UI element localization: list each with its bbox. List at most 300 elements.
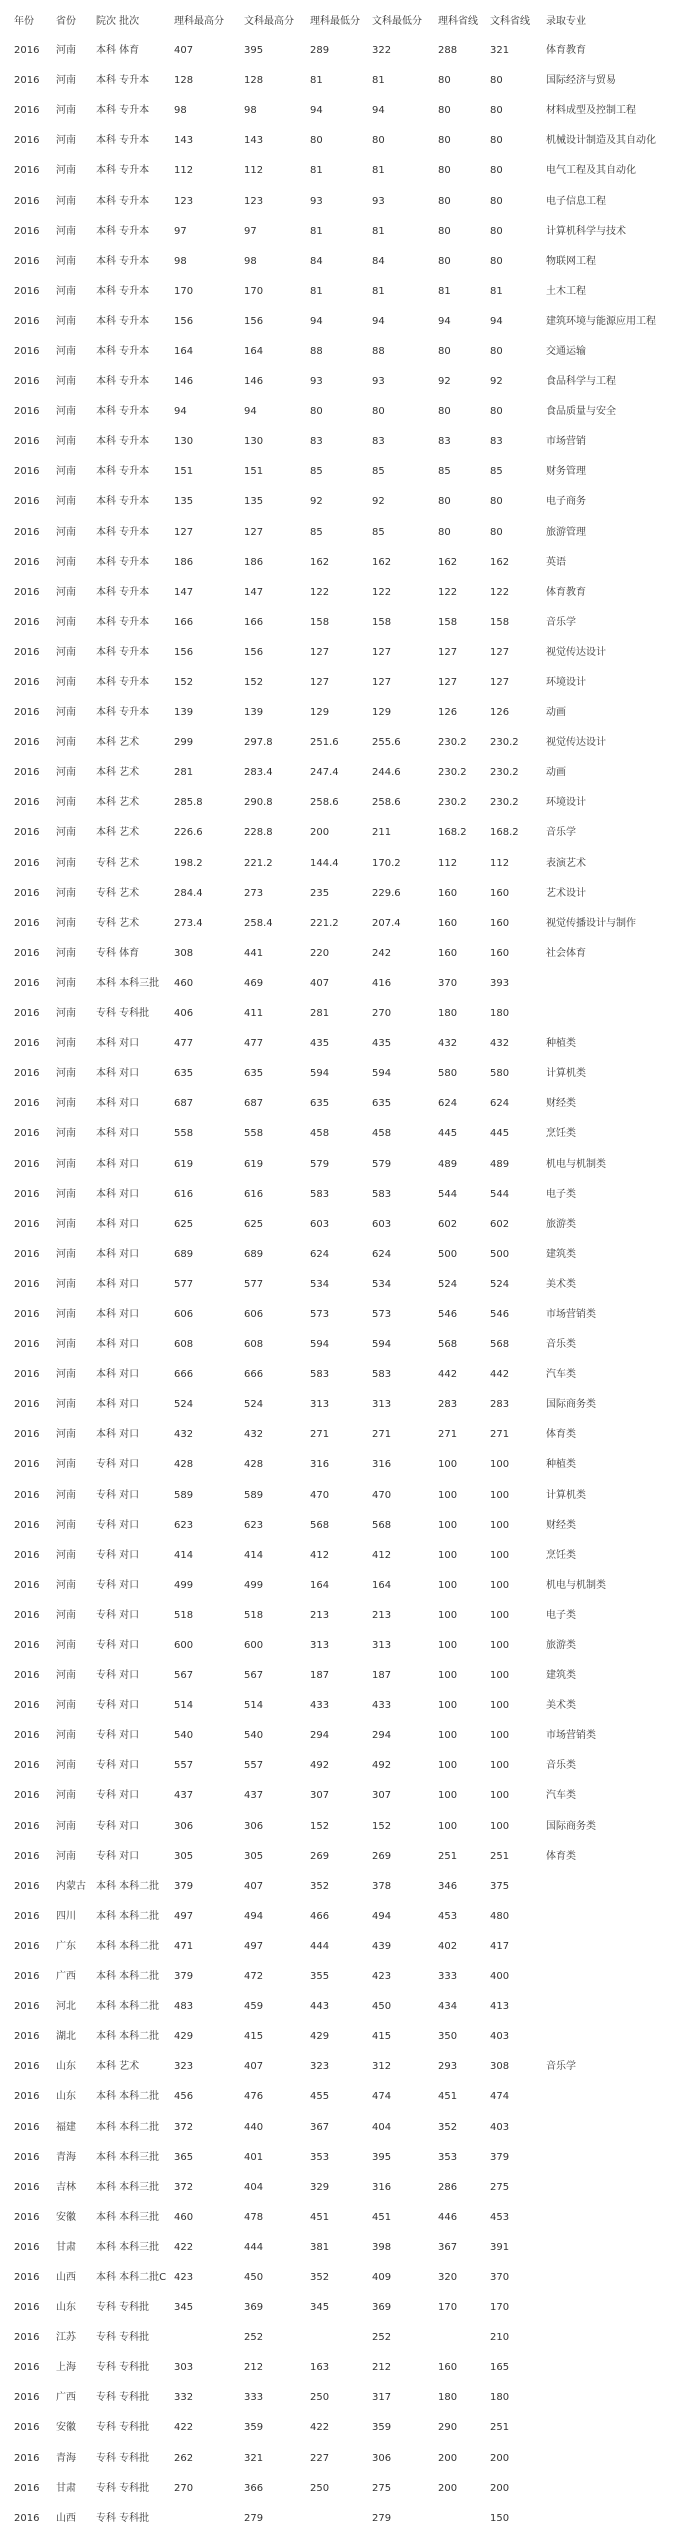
year-cell: 2016 (14, 1218, 40, 1230)
arts-min-cell: 152 (372, 1820, 392, 1832)
science-line-cell: 346 (438, 1880, 458, 1892)
major-cell (532, 1902, 700, 1932)
province-cell: 甘肃 (56, 2241, 76, 2253)
level-batch-cell: 本科 专升本 (96, 195, 150, 207)
science-line-cell: 580 (438, 1068, 458, 1080)
arts-line-cell: 168.2 (490, 827, 519, 839)
arts-line-cell: 413 (490, 2001, 510, 2013)
major-cell: 交通运输 (546, 345, 586, 357)
year-cell: 2016 (14, 947, 40, 959)
level-batch-cell: 专科 艺术 (96, 887, 140, 899)
arts-line-cell: 80 (490, 105, 503, 117)
arts-max-cell: 444 (244, 2241, 264, 2253)
year-cell: 2016 (14, 1068, 40, 1080)
major-cell: 汽车类 (546, 1369, 576, 1381)
arts-max-cell: 283.4 (244, 767, 273, 779)
table-row (0, 2323, 700, 2353)
table-row (0, 668, 700, 698)
arts-line-cell: 230.2 (490, 797, 519, 809)
arts-min-cell: 409 (372, 2271, 392, 2283)
table-row (0, 2052, 700, 2082)
arts-min-cell: 294 (372, 1730, 392, 1742)
arts-max-cell: 477 (244, 1038, 264, 1050)
major-cell: 社会体育 (546, 947, 586, 959)
science-min-cell: 200 (310, 827, 330, 839)
arts-line-cell: 283 (490, 1399, 510, 1411)
major-cell: 计算机类 (546, 1068, 586, 1080)
year-cell: 2016 (14, 1278, 40, 1290)
science-line-cell: 230.2 (438, 797, 467, 809)
province-cell: 青海 (56, 2151, 76, 2163)
table-row (0, 1390, 700, 1420)
major-cell (532, 2263, 700, 2293)
level-batch-cell: 本科 体育 (96, 45, 140, 57)
header-row (0, 8, 700, 36)
major-cell: 烹饪类 (546, 1549, 576, 1561)
arts-min-cell: 187 (372, 1670, 392, 1682)
major-cell: 种植类 (546, 1459, 576, 1471)
major-cell (532, 2173, 700, 2203)
arts-max-cell: 139 (244, 707, 264, 719)
major-cell: 财经类 (546, 1098, 576, 1110)
arts-max-cell: 123 (244, 195, 264, 207)
province-cell: 河南 (56, 767, 76, 779)
level-batch-cell: 专科 专科批 (96, 2422, 150, 2434)
science-min-cell: 381 (310, 2241, 330, 2253)
arts-max-cell: 608 (244, 1339, 264, 1351)
arts-line-cell: 568 (490, 1339, 510, 1351)
arts-line-cell: 432 (490, 1038, 510, 1050)
science-max-cell: 130 (174, 436, 194, 448)
science-line-cell: 85 (438, 466, 451, 478)
science-min-cell: 250 (310, 2482, 330, 2494)
table-row (0, 186, 700, 216)
arts-min-cell: 242 (372, 947, 392, 959)
arts-line-cell: 403 (490, 2031, 510, 2043)
science-max-cell: 186 (174, 556, 194, 568)
arts-line-cell: 80 (490, 255, 503, 267)
arts-max-cell: 146 (244, 376, 264, 388)
science-line-cell: 352 (438, 2121, 458, 2133)
major-cell: 体育类 (546, 1429, 576, 1441)
arts-max-cell: 437 (244, 1790, 264, 1802)
level-batch-cell: 本科 专升本 (96, 345, 150, 357)
science-line-cell: 122 (438, 586, 458, 598)
science-min-cell: 422 (310, 2422, 330, 2434)
year-cell: 2016 (14, 2211, 40, 2223)
science-line-cell: 200 (438, 2452, 458, 2464)
level-batch-cell: 专科 对口 (96, 1609, 140, 1621)
table-row (0, 1631, 700, 1661)
table-row (0, 1751, 700, 1781)
province-cell: 山东 (56, 2061, 76, 2073)
arts-line-cell: 158 (490, 616, 510, 628)
table-row (0, 367, 700, 397)
science-min-cell: 323 (310, 2061, 330, 2073)
year-cell: 2016 (14, 526, 40, 538)
science-min-cell: 81 (310, 75, 323, 87)
arts-max-cell: 228.8 (244, 827, 273, 839)
science-line-cell: 434 (438, 2001, 458, 2013)
arts-line-cell: 391 (490, 2241, 510, 2253)
major-cell: 动画 (546, 707, 566, 719)
level-batch-cell: 专科 对口 (96, 1760, 140, 1772)
arts-max-cell: 306 (244, 1820, 264, 1832)
level-batch-cell: 专科 专科批 (96, 2452, 150, 2464)
province-cell: 山东 (56, 2091, 76, 2103)
table-row (0, 1541, 700, 1571)
arts-line-cell: 180 (490, 1008, 510, 1020)
science-min-cell: 227 (310, 2452, 330, 2464)
major-cell (532, 2112, 700, 2142)
table-row (0, 1300, 700, 1330)
arts-min-cell: 244.6 (372, 767, 401, 779)
arts-min-cell: 81 (372, 75, 385, 87)
science-min-cell: 583 (310, 1188, 330, 1200)
science-line-cell: 602 (438, 1218, 458, 1230)
science-max-cell: 567 (174, 1670, 194, 1682)
arts-min-cell: 416 (372, 977, 392, 989)
arts-min-cell: 270 (372, 1008, 392, 1020)
major-cell (532, 2383, 700, 2413)
year-cell: 2016 (14, 406, 40, 418)
year-cell: 2016 (14, 45, 40, 57)
science-line-cell: 367 (438, 2241, 458, 2253)
province-cell: 河南 (56, 797, 76, 809)
year-cell: 2016 (14, 1008, 40, 1020)
science-line-cell: 100 (438, 1820, 458, 1832)
science-min-cell: 451 (310, 2211, 330, 2223)
science-min-cell: 289 (310, 45, 330, 57)
science-max-cell: 332 (174, 2392, 194, 2404)
province-cell: 河南 (56, 255, 76, 267)
science-line-cell: 83 (438, 436, 451, 448)
province-cell: 河南 (56, 1308, 76, 1320)
major-cell: 国际经济与贸易 (546, 75, 616, 87)
arts-line-cell: 100 (490, 1670, 510, 1682)
arts-max-cell: 469 (244, 977, 264, 989)
arts-line-cell: 180 (490, 2392, 510, 2404)
arts-line-cell: 602 (490, 1218, 510, 1230)
table-row (0, 2383, 700, 2413)
level-batch-cell: 本科 对口 (96, 1429, 140, 1441)
arts-line-cell: 100 (490, 1760, 510, 1772)
arts-min-cell: 395 (372, 2151, 392, 2163)
science-line-cell: 402 (438, 1940, 458, 1952)
science-max-cell: 365 (174, 2151, 194, 2163)
table-row (0, 1450, 700, 1480)
science-max-cell: 170 (174, 285, 194, 297)
table-row (0, 1059, 700, 1089)
level-batch-cell: 本科 本科三批 (96, 2241, 160, 2253)
science-max-cell: 407 (174, 45, 194, 57)
science-max-cell: 689 (174, 1248, 194, 1260)
science-min-cell: 329 (310, 2181, 330, 2193)
science-line-cell: 160 (438, 2362, 458, 2374)
year-cell: 2016 (14, 1790, 40, 1802)
year-cell: 2016 (14, 1188, 40, 1200)
arts-min-cell: 313 (372, 1640, 392, 1652)
science-min-cell: 92 (310, 496, 323, 508)
arts-max-cell: 666 (244, 1369, 264, 1381)
level-batch-cell: 本科 本科二批C (96, 2271, 167, 2283)
science-line-cell: 80 (438, 225, 451, 237)
arts-line-cell: 80 (490, 75, 503, 87)
year-cell: 2016 (14, 2452, 40, 2464)
level-batch-cell: 本科 专升本 (96, 526, 150, 538)
arts-max-cell: 494 (244, 1910, 264, 1922)
major-cell: 旅游类 (546, 1218, 576, 1230)
province-cell: 福建 (56, 2121, 76, 2133)
science-min-cell: 313 (310, 1399, 330, 1411)
arts-min-cell: 207.4 (372, 917, 401, 929)
major-cell (532, 2323, 700, 2353)
year-cell: 2016 (14, 2332, 40, 2344)
province-cell: 河南 (56, 1790, 76, 1802)
major-cell: 美术类 (546, 1700, 576, 1712)
science-max-cell: 608 (174, 1339, 194, 1351)
major-cell: 音乐学 (546, 616, 576, 628)
level-batch-cell: 本科 本科三批 (96, 2211, 160, 2223)
arts-min-cell: 122 (372, 586, 392, 598)
major-cell (532, 2082, 700, 2112)
year-cell: 2016 (14, 1670, 40, 1682)
science-line-cell: 80 (438, 526, 451, 538)
table-row (0, 1180, 700, 1210)
arts-line-cell: 81 (490, 285, 503, 297)
arts-min-cell: 80 (372, 135, 385, 147)
arts-line-cell: 251 (490, 2422, 510, 2434)
science-line-cell: 333 (438, 1971, 458, 1983)
table-row (0, 2203, 700, 2233)
province-cell: 河南 (56, 315, 76, 327)
arts-max-cell: 411 (244, 1008, 264, 1020)
table-row (0, 879, 700, 909)
science-min-cell: 353 (310, 2151, 330, 2163)
province-cell: 河南 (56, 917, 76, 929)
science-max-cell: 151 (174, 466, 194, 478)
science-line-cell: 230.2 (438, 737, 467, 749)
year-cell: 2016 (14, 105, 40, 117)
arts-line-cell: 210 (490, 2332, 510, 2344)
science-line-cell: 112 (438, 857, 458, 869)
science-min-cell: 81 (310, 285, 323, 297)
science-max-cell: 127 (174, 526, 194, 538)
year-cell: 2016 (14, 2031, 40, 2043)
year-cell: 2016 (14, 285, 40, 297)
year-cell: 2016 (14, 1128, 40, 1140)
level-batch-cell: 专科 对口 (96, 1700, 140, 1712)
major-cell (532, 2293, 700, 2323)
science-max-cell: 623 (174, 1519, 194, 1531)
table-row (0, 457, 700, 487)
science-min-cell: 603 (310, 1218, 330, 1230)
science-min-cell: 81 (310, 165, 323, 177)
major-cell: 体育教育 (546, 45, 586, 57)
major-cell: 财务管理 (546, 466, 586, 478)
table-row (0, 1420, 700, 1450)
year-cell: 2016 (14, 2392, 40, 2404)
science-max-cell: 146 (174, 376, 194, 388)
arts-line-cell: 200 (490, 2482, 510, 2494)
science-line-cell: 446 (438, 2211, 458, 2223)
science-max-cell: 306 (174, 1820, 194, 1832)
science-line-cell: 293 (438, 2061, 458, 2073)
year-cell: 2016 (14, 195, 40, 207)
science-min-cell: 127 (310, 646, 330, 658)
science-max-cell: 94 (174, 406, 187, 418)
year-cell: 2016 (14, 1940, 40, 1952)
science-max-cell: 372 (174, 2121, 194, 2133)
science-min-cell: 281 (310, 1008, 330, 1020)
table-row (0, 1330, 700, 1360)
arts-min-cell: 313 (372, 1399, 392, 1411)
level-batch-cell: 专科 对口 (96, 1790, 140, 1802)
year-cell: 2016 (14, 977, 40, 989)
science-max-cell: 143 (174, 135, 194, 147)
arts-line-cell: 80 (490, 345, 503, 357)
arts-max-cell: 440 (244, 2121, 264, 2133)
arts-line-cell: 165 (490, 2362, 510, 2374)
science-min-cell: 93 (310, 376, 323, 388)
science-min-cell: 258.6 (310, 797, 339, 809)
science-line-header: 理科省线 (438, 16, 478, 27)
science-min-cell: 271 (310, 1429, 330, 1441)
arts-min-cell: 451 (372, 2211, 392, 2223)
science-min-cell: 250 (310, 2392, 330, 2404)
arts-line-cell: 160 (490, 917, 510, 929)
province-cell: 河南 (56, 526, 76, 538)
major-cell: 音乐学 (546, 2061, 576, 2073)
arts-line-cell: 489 (490, 1158, 510, 1170)
province-cell: 河南 (56, 466, 76, 478)
province-cell: 河南 (56, 1158, 76, 1170)
arts-min-cell: 307 (372, 1790, 392, 1802)
arts-max-cell: 98 (244, 255, 257, 267)
year-cell: 2016 (14, 707, 40, 719)
science-min-cell: 313 (310, 1640, 330, 1652)
arts-line-cell: 321 (490, 45, 510, 57)
level-batch-cell: 本科 专升本 (96, 165, 150, 177)
level-batch-cell: 本科 对口 (96, 1038, 140, 1050)
science-max-cell: 589 (174, 1489, 194, 1501)
arts-max-cell: 689 (244, 1248, 264, 1260)
level-batch-cell: 本科 专升本 (96, 105, 150, 117)
arts-max-cell: 297.8 (244, 737, 273, 749)
arts-max-cell: 635 (244, 1068, 264, 1080)
year-cell: 2016 (14, 1429, 40, 1441)
table-row (0, 2474, 700, 2504)
science-min-cell: 568 (310, 1519, 330, 1531)
level-batch-cell: 本科 本科二批 (96, 2031, 160, 2043)
arts-max-cell: 359 (244, 2422, 264, 2434)
arts-line-cell: 480 (490, 1910, 510, 1922)
major-cell: 环境设计 (546, 797, 586, 809)
arts-max-cell: 414 (244, 1549, 264, 1561)
science-max-cell: 483 (174, 2001, 194, 2013)
major-cell (532, 1932, 700, 1962)
year-cell: 2016 (14, 2482, 40, 2494)
science-line-cell: 80 (438, 406, 451, 418)
arts-min-cell: 439 (372, 1940, 392, 1952)
province-cell: 河南 (56, 1670, 76, 1682)
admission-scores-table (0, 8, 700, 2534)
level-batch-cell: 本科 艺术 (96, 737, 140, 749)
province-cell: 河南 (56, 406, 76, 418)
province-cell: 河南 (56, 1369, 76, 1381)
science-min-cell (296, 2504, 358, 2534)
arts-max-cell: 567 (244, 1670, 264, 1682)
science-line-cell: 100 (438, 1489, 458, 1501)
table-row (0, 1149, 700, 1179)
province-cell: 河南 (56, 1339, 76, 1351)
major-cell (532, 999, 700, 1029)
science-line-cell: 180 (438, 1008, 458, 1020)
level-batch-cell: 本科 艺术 (96, 767, 140, 779)
province-cell: 河南 (56, 1068, 76, 1080)
science-min-cell (296, 2323, 358, 2353)
major-cell: 机电与机制类 (546, 1158, 606, 1170)
province-cell: 河南 (56, 977, 76, 989)
arts-max-cell: 128 (244, 75, 264, 87)
arts-line-cell: 100 (490, 1519, 510, 1531)
level-batch-cell: 本科 专升本 (96, 707, 150, 719)
arts-max-cell: 305 (244, 1850, 264, 1862)
province-cell: 河南 (56, 827, 76, 839)
province-cell: 河南 (56, 1760, 76, 1772)
science-min-cell: 158 (310, 616, 330, 628)
arts-min-cell: 450 (372, 2001, 392, 2013)
table-row (0, 2082, 700, 2112)
arts-line-cell: 474 (490, 2091, 510, 2103)
year-cell: 2016 (14, 1700, 40, 1712)
science-min-cell: 83 (310, 436, 323, 448)
arts-line-cell: 80 (490, 135, 503, 147)
table-row (0, 1872, 700, 1902)
major-cell: 财经类 (546, 1519, 576, 1531)
table-row (0, 1511, 700, 1541)
science-line-cell: 370 (438, 977, 458, 989)
level-batch-cell: 专科 艺术 (96, 857, 140, 869)
level-batch-cell: 本科 本科二批 (96, 2001, 160, 2013)
year-cell: 2016 (14, 1971, 40, 1983)
table-row (0, 36, 700, 66)
science-line-cell: 353 (438, 2151, 458, 2163)
arts-max-cell: 499 (244, 1579, 264, 1591)
arts-min-cell: 85 (372, 526, 385, 538)
science-line-cell: 100 (438, 1459, 458, 1471)
arts-line-cell: 100 (490, 1549, 510, 1561)
arts-max-cell: 279 (244, 2512, 264, 2524)
arts-line-cell: 83 (490, 436, 503, 448)
arts-min-cell: 88 (372, 345, 385, 357)
level-batch-cell: 专科 专科批 (96, 2332, 150, 2344)
arts-max-cell: 290.8 (244, 797, 273, 809)
science-max-header: 理科最高分 (174, 16, 224, 27)
science-max-cell: 156 (174, 646, 194, 658)
arts-max-cell: 606 (244, 1308, 264, 1320)
science-line-cell: 100 (438, 1519, 458, 1531)
science-max-cell: 499 (174, 1579, 194, 1591)
table-row (0, 156, 700, 186)
arts-min-cell: 322 (372, 45, 392, 57)
province-cell: 广西 (56, 2392, 76, 2404)
arts-line-cell: 100 (490, 1640, 510, 1652)
table-row (0, 2263, 700, 2293)
science-max-cell: 164 (174, 345, 194, 357)
arts-min-cell: 158 (372, 616, 392, 628)
arts-max-cell: 321 (244, 2452, 264, 2464)
